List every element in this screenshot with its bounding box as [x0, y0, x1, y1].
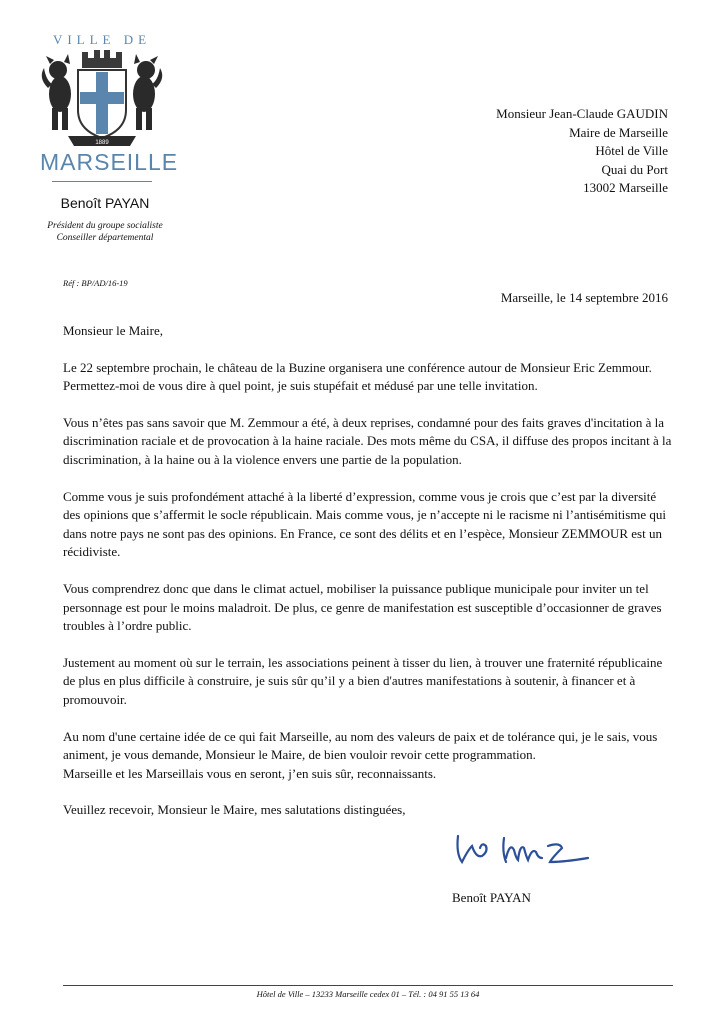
recipient-address — [496, 105, 668, 198]
crest-ribbon-text: 1889 — [95, 140, 109, 146]
recipient-line: Monsieur Jean-Claude GAUDIN — [496, 106, 668, 121]
body-paragraph: Justement au moment où sur le terrain, les associations peinent à tisser du lien, à trouver une fraternité républicaine de plus en plus difficile à construire, je suis sûr qu’il y a bien d'autres manifestations à soutenir, à financer et à promouvoir. — [63, 654, 663, 707]
body-paragraph: Au nom d'une certaine idée de ce qui fait Marseille, au nom des valeurs de paix et de tolérance qui, je le sais, vous animent, je vous demande, Monsieur le Maire, de bien vouloir revoir cette programmation. Marseille et les Marseillais vous en seront, j’en suis sûr, reconnaissants. — [63, 728, 658, 781]
sender-titles — [30, 220, 180, 244]
closing-paragraph: Veuillez recevoir, Monsieur le Maire, mes salutations distinguées, — [63, 802, 406, 818]
reference-number: Réf : BP/AD/16-19 — [63, 278, 128, 288]
city-name: MARSEILLE — [40, 149, 179, 175]
body-paragraph: Vous n’êtes pas sans savoir que M. Zemmour a été, à deux reprises, condamné pour des faits graves d'incitation à la discrimination raciale et de provocation à la haine raciale. Des mots même du CSA, il diffuse des propos incitant à la discrimination, à la haine ou à la violence envers une partie de la population. — [63, 414, 672, 467]
salutation: Monsieur le Maire, — [63, 323, 164, 338]
recipient-line: 13002 Marseille — [583, 180, 668, 195]
sender-title-line: Conseiller départemental — [56, 233, 154, 243]
ville-de-label: VILLE DE — [52, 32, 152, 47]
handwritten-signature-icon — [452, 828, 602, 870]
body-paragraph: Vous comprendrez donc que dans le climat actuel, mobiliser la puissance publique municipale pour inviter un tel personnage est pour le moins maladroit. De plus, ce genre de manifestation est susceptible d’occasionner de graves troubles à l’ordre public. — [63, 580, 662, 634]
body-paragraph: Comme vous je suis profondément attaché à la liberté d’expression, comme vous je crois que c’est par la diversité des opinions que s’affermit le socle républicain. Mais comme vous, je n’accepte ni le racisme ni l’antisémitisme qui dans notre pays ne sont pas des opinions. En France, ce sont des délits et en l’espèce, Monsieur ZEMMOUR est un récidiviste. — [63, 488, 667, 560]
sender-title-line: Président du groupe socialiste — [47, 221, 163, 231]
signatory-name: Benoît PAYAN — [452, 890, 531, 905]
letter-date: Marseille, le 14 septembre 2016 — [500, 290, 668, 305]
body-paragraph: Le 22 septembre prochain, le château de la Buzine organisera une conférence autour de Monsieur Eric Zemmour. Permettez-moi de vous dire à quel point, je suis stupéfait et médusé par une telle invitation. — [63, 359, 652, 394]
city-underline — [52, 181, 152, 182]
recipient-line: Quai du Port — [601, 161, 668, 177]
footer-divider — [63, 985, 673, 986]
recipient-line: Hôtel de Ville — [595, 143, 668, 158]
letter-body — [63, 322, 673, 838]
footer-address: Hôtel de Ville – 13233 Marseille cedex 01 – Tél. : 04 91 55 13 64 — [256, 989, 480, 999]
sender-name: Benoît PAYAN — [60, 195, 150, 211]
city-coat-of-arms-icon — [38, 48, 166, 152]
recipient-line: Maire de Marseille — [569, 124, 668, 140]
